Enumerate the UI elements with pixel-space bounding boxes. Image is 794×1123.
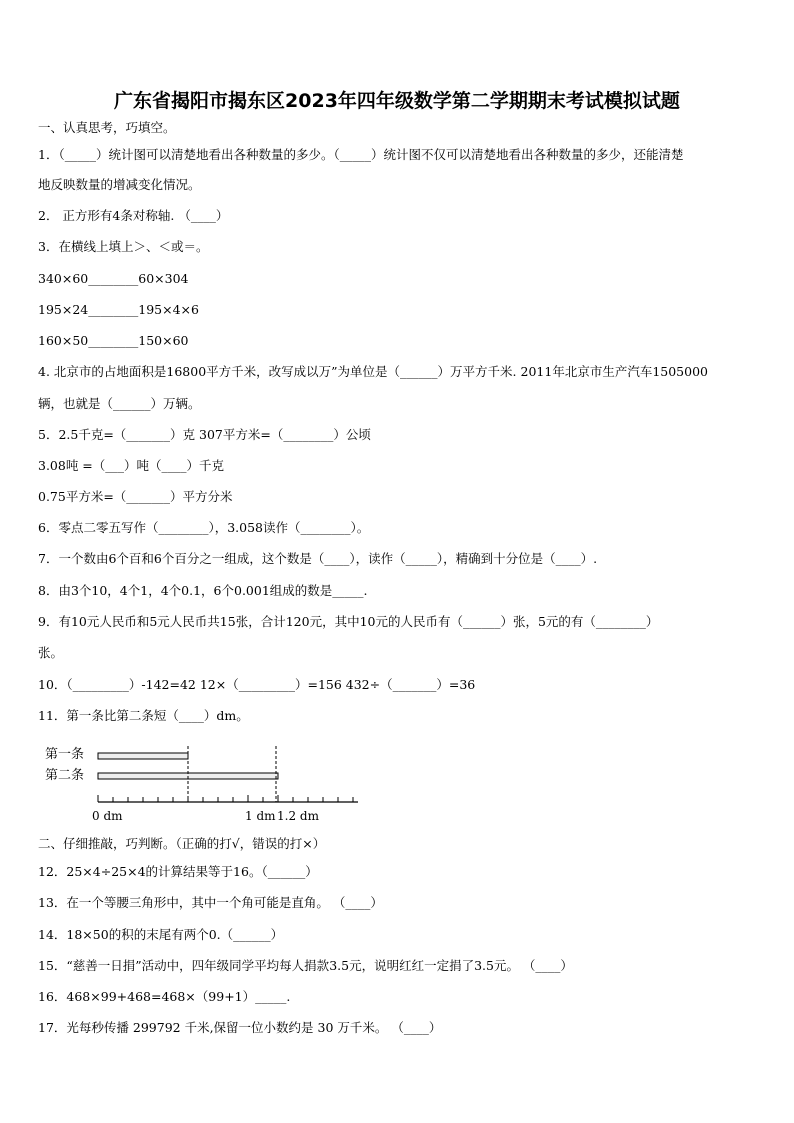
question-4-line-1: 4. 北京市的占地面积是16800平方千米，改写成以万”为单位是（______）万平方千米. 2011年北京市生产汽车1505000 xyxy=(38,364,708,379)
bar2-label: 第二条 xyxy=(45,768,85,783)
axis-ticks xyxy=(98,795,353,802)
question-17: 17．光每秒传播 299792 千米,保留一位小数约是 30 万千米。 （____） xyxy=(38,1020,442,1035)
question-16: 16．468×99+468=468×（99+1）_____. xyxy=(38,989,291,1004)
question-1-line-1: 1．（_____）统计图可以清楚地看出各种数量的多少。（_____）统计图不仅可以清楚地看出各种数量的多少，还能清楚 xyxy=(38,147,684,162)
question-2: 2． 正方形有4条对称轴. （____） xyxy=(38,208,229,223)
question-3-item-2: 195×24________195×4×6 xyxy=(38,302,199,317)
question-5-line-2: 3.08吨 =（___）吨（____）千克 xyxy=(38,458,225,473)
tick-label-1: 1 dm xyxy=(245,809,276,823)
question-11: 11．第一条比第二条短（____）dm。 xyxy=(38,708,249,723)
question-15: 15．“慈善一日捐”活动中，四年级同学平均每人捐款3.5元，说明红红一定捐了3.5元。 （____） xyxy=(38,958,573,973)
question-3: 3．在横线上填上＞、＜或＝。 xyxy=(38,239,209,254)
question-10: 10．（_________）-142=42 12×（_________）=156 432÷（_______）=36 xyxy=(38,677,476,692)
question-1-line-2: 地反映数量的增减变化情况。 xyxy=(38,177,201,192)
question-8: 8．由3个10，4个1，4个0.1，6个0.001组成的数是_____. xyxy=(38,583,368,598)
ruler-diagram-svg xyxy=(40,740,360,830)
bar1 xyxy=(98,753,188,759)
question-3-item-3: 160×50________150×60 xyxy=(38,333,189,348)
question-12: 12．25×4÷25×4的计算结果等于16。（______） xyxy=(38,864,318,879)
ruler-diagram xyxy=(40,740,360,834)
section-1-heading: 一、认真思考，巧填空。 xyxy=(38,120,176,135)
question-3-item-1: 340×60________60×304 xyxy=(38,271,189,286)
question-5-line-3: 0.75平方米=（_______）平方分米 xyxy=(38,489,233,504)
question-14: 14．18×50的积的末尾有两个0.（______） xyxy=(38,927,284,942)
question-9-line-2: 张。 xyxy=(38,645,64,660)
question-4-line-2: 辆，也就是（______）万辆。 xyxy=(38,396,201,411)
tick-label-0: 0 dm xyxy=(92,809,123,823)
tick-label-12: 1.2 dm xyxy=(277,809,319,823)
question-9-line-1: 9．有10元人民币和5元人民币共15张，合计120元，其中10元的人民币有（______）张，5元的有（________） xyxy=(38,614,659,629)
page-title: 广东省揭阳市揭东区2023年四年级数学第二学期期末考试模拟试题 xyxy=(114,90,680,112)
question-7: 7．一个数由6个百和6个百分之一组成，这个数是（____），读作（_____），精确到十分位是（____）. xyxy=(38,551,598,566)
section-2-heading: 二、仔细推敲，巧判断。（正确的打√，错误的打×） xyxy=(38,836,326,851)
question-6: 6．零点二零五写作（________），3.058读作（________）。 xyxy=(38,520,370,535)
bar1-label: 第一条 xyxy=(45,747,85,762)
question-5-line-1: 5．2.5千克=（_______）克 307平方米=（________）公顷 xyxy=(38,427,371,442)
question-13: 13．在一个等腰三角形中，其中一个角可能是直角。 （____） xyxy=(38,895,383,910)
